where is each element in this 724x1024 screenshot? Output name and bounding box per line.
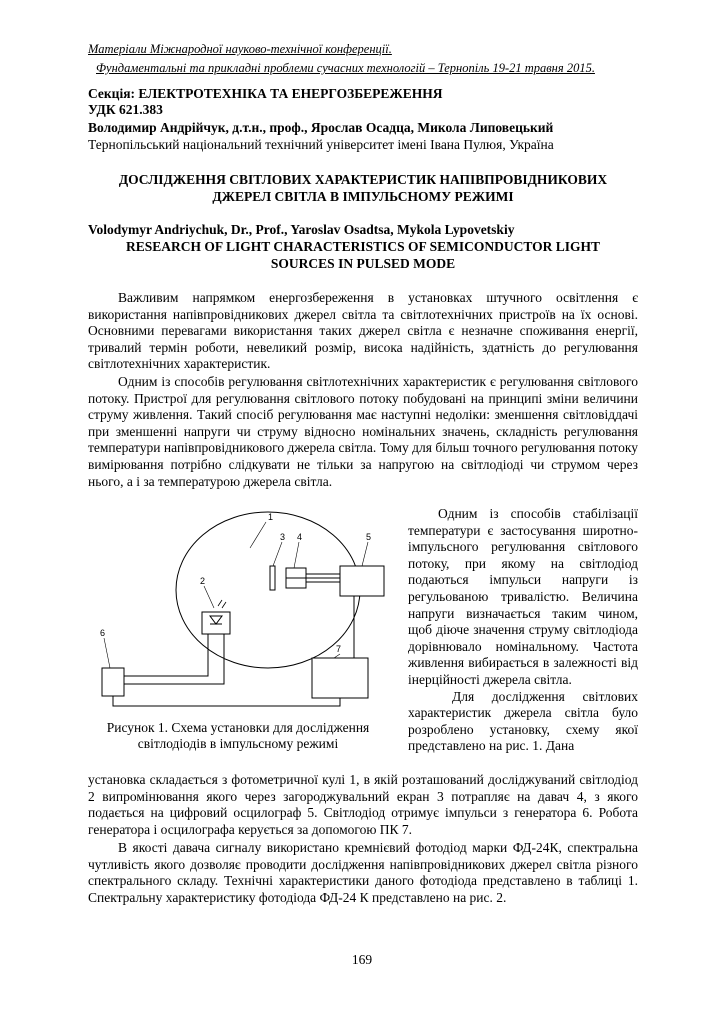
paper-title-ua-line1: ДОСЛІДЖЕННЯ СВІТЛОВИХ ХАРАКТЕРИСТИК НАПІВПРОВІДНИКОВИХ xyxy=(118,172,608,187)
figure-caption xyxy=(88,720,388,752)
diagram-label-7: 7 xyxy=(336,644,342,654)
diagram-label-1: 1 xyxy=(268,512,274,522)
diagram-label-6: 6 xyxy=(100,628,106,638)
setup-diagram xyxy=(90,508,390,713)
diagram-label-4: 4 xyxy=(297,532,303,542)
body-paragraph-1: Важливим напрямком енергозбереження в установках штучного освітлення є використання напівпровідникових джерел світла та світлотехнічних пристроїв на їх основі. Основними перевагами використання таких джерел світла є незначне споживання енергії, тривалий термін роботи, невеликий розмір, висока надійність, здатність до регулювання світлотехнічних характеристик. xyxy=(88,290,638,372)
diagram-label-3: 3 xyxy=(280,532,286,542)
paper-title-en-line1: RESEARCH OF LIGHT CHARACTERISTICS OF SEMICONDUCTOR LIGHT xyxy=(125,239,601,254)
conference-header-line1: Матеріали Міжнародної науково-технічної конференції. xyxy=(88,42,392,56)
diagram-label-2: 2 xyxy=(200,576,206,586)
paper-title-en xyxy=(88,238,638,272)
conference-header-line2: Фундаментальні та прикладні проблеми сучасних технологій – Тернопіль 19-21 травня 2015. xyxy=(96,61,595,75)
paper-title-ua xyxy=(88,171,638,205)
oscilloscope-box xyxy=(340,566,384,596)
affiliation: Тернопільський національний технічний університет імені Івана Пулюя, Україна xyxy=(88,137,554,152)
paper-title-ua-line2: ДЖЕРЕЛ СВІТЛА В ІМПУЛЬСНОМУ РЕЖИМІ xyxy=(212,189,514,204)
diagram-label-5: 5 xyxy=(366,532,372,542)
page-number: 169 xyxy=(351,952,373,967)
body-paragraph-5: В якості давача сигналу використано кремнієвий фотодіод марки ФД-24К, спектральна чутливість якого дозволяє проводити дослідження напівпровідникових джерел світла різного спектрального складу. Технічні характеристики даного фотодіода представлено в таблиці 1. Спектральну характеристику фотодіода ФД-24 К представлено на рис. 2. xyxy=(88,840,638,905)
shield-screen xyxy=(270,566,275,590)
body-paragraph-4-continued: установка складається з фотометричної кулі 1, в якій розташований досліджуваний світлодіод 2 випромінювання якого через загороджувальний екран 3 потрапляє на давач 4, з якого подається на цифровий осцилограф 5. Світлодіод отримує імпульси з генератора 6. Робота генератора і осцилографа керується за допомогою ПК 7. xyxy=(88,772,638,837)
figure-caption-line1: Рисунок 1. Схема установки для дослідження xyxy=(106,720,370,735)
body-paragraph-3: Одним із способів стабілізації температури є застосування широтно-імпульсного регулювання світлового потоку, при якому на світлодіод подаються імпульси напруги із регульованою тривалістю. Величина напруги визначається таким чином, щоб діюче значення струму світлодіода дорівнювало номінальному. Частота живлення вибирається в залежності від інерційності джерела світла. xyxy=(408,506,638,687)
pc-box xyxy=(312,658,368,698)
led-box xyxy=(202,612,230,634)
paper-title-en-line2: SOURCES IN PULSED MODE xyxy=(270,256,456,271)
authors-en: Volodymyr Andriychuk, Dr., Prof., Yaroslav Osadtsa, Mykola Lypovetskiy xyxy=(88,222,515,237)
body-paragraph-2: Одним із способів регулювання світлотехнічних характеристик є регулювання світлового потоку. Пристрої для регулювання світлового потоку побудовані на принципі зміни величини струму живлення. Такий спосіб регулювання має наступні недоліки: зменшення світловіддачі при зменшенні напруги чи струму відносно номінальних значень, складність регулювання температури напівпровідникового джерела світла. Тому для більш точного регулювання потоку вимірювання потрібно слідкувати не тільки за напругою на світлодіоді чи струмом через нього, а і за температурою джерела світла. xyxy=(88,374,638,489)
body-paragraph-4-start: Для дослідження світлових характеристик джерела світла було розроблено установку, схему якої представлено на рис. 1. Дана xyxy=(408,688,638,754)
photometric-sphere xyxy=(176,512,360,668)
section-title: Секція: ЕЛЕКТРОТЕХНІКА ТА ЕНЕРГОЗБЕРЕЖЕННЯ xyxy=(88,86,443,101)
right-column-text xyxy=(408,506,638,755)
figure-caption-line2: світлодіодів в імпульсному режимі xyxy=(137,736,339,751)
generator-box xyxy=(102,668,124,696)
authors-ua: Володимир Андрійчук, д.т.н., проф., Ярослав Осадца, Микола Липовецький xyxy=(88,120,554,135)
udk-code: УДК 621.383 xyxy=(88,102,163,117)
